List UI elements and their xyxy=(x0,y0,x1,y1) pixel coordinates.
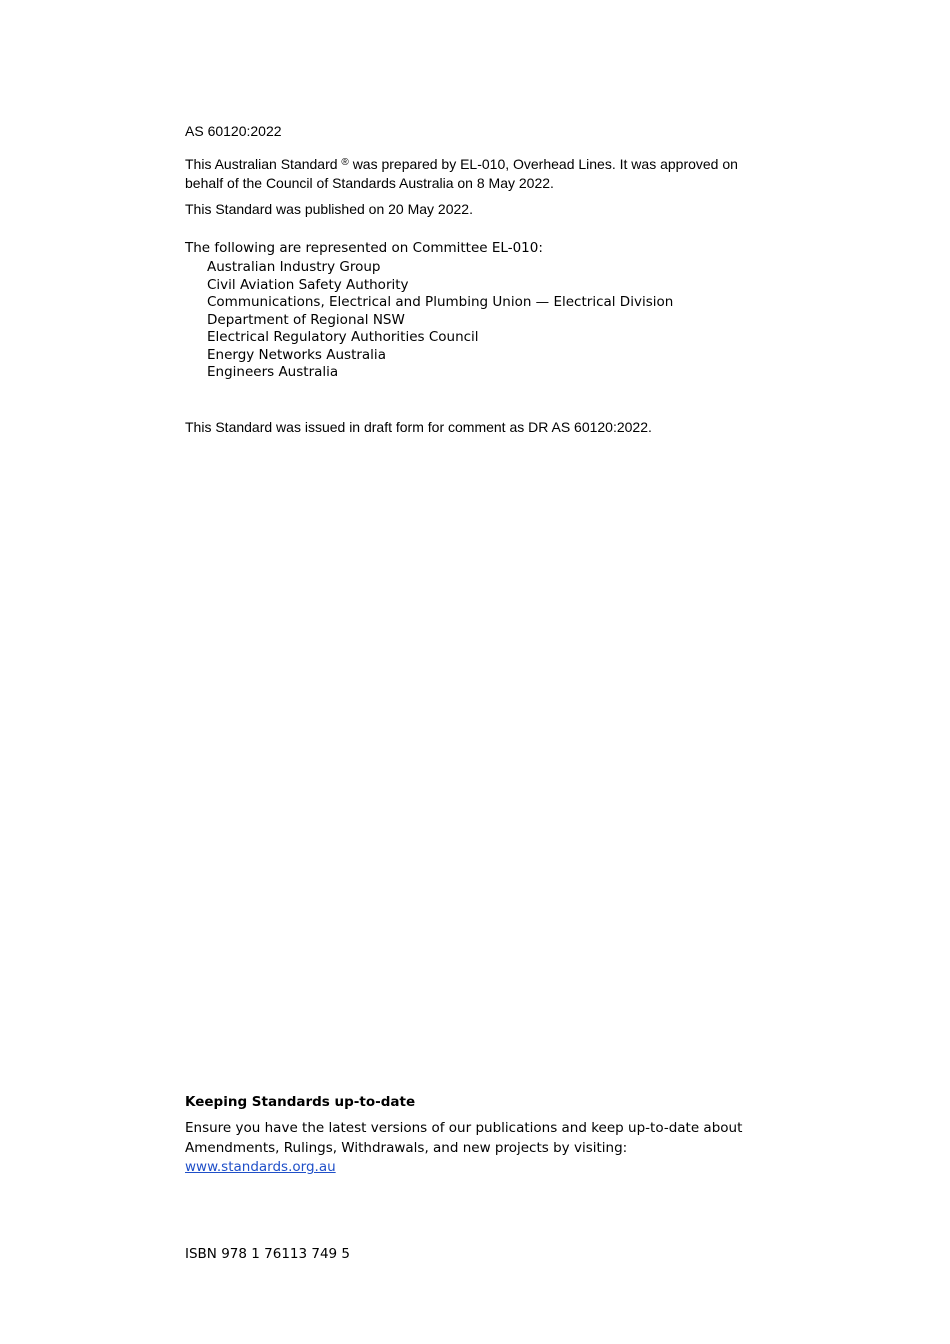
committee-member: Engineers Australia xyxy=(207,364,339,380)
published-statement: This Standard was published on 20 May 2022. xyxy=(185,201,473,217)
committee-intro: The following are represented on Committee EL-010: xyxy=(185,240,543,256)
committee-member: Communications, Electrical and Plumbing Union — Electrical Division xyxy=(207,294,674,310)
committee-member: Department of Regional NSW xyxy=(207,311,405,328)
committee-member: Electrical Regulatory Authorities Council xyxy=(207,329,479,345)
isbn: ISBN 978 1 76113 749 5 xyxy=(185,1246,351,1262)
approval-statement xyxy=(185,155,765,193)
committee-member: Australian Industry Group xyxy=(207,259,381,275)
keeping-standards-heading: Keeping Standards up-to-date xyxy=(185,1094,416,1110)
committee-member-list xyxy=(207,259,673,382)
committee-member: Civil Aviation Safety Authority xyxy=(207,276,409,293)
approval-prefix: This Australian Standard xyxy=(185,156,338,172)
keeping-standards-text: Ensure you have the latest versions of our publications and keep up-to-date about Amendments, Rulings, Withdrawals, and new projects by visiting: xyxy=(185,1120,743,1156)
standard-id: AS 60120:2022 xyxy=(185,123,282,139)
standards-website-link[interactable]: www.standards.org.au xyxy=(185,1159,336,1175)
draft-note: This Standard was issued in draft form for comment as DR AS 60120:2022. xyxy=(185,419,652,435)
committee-member: Energy Networks Australia xyxy=(207,346,386,363)
approval-suffix: was prepared by EL-010, Overhead Lines. It was approved on behalf of the Council of Standards Australia on 8 May 2022. xyxy=(185,156,738,191)
registered-mark: ® xyxy=(341,157,349,168)
keeping-standards-body xyxy=(185,1119,785,1178)
